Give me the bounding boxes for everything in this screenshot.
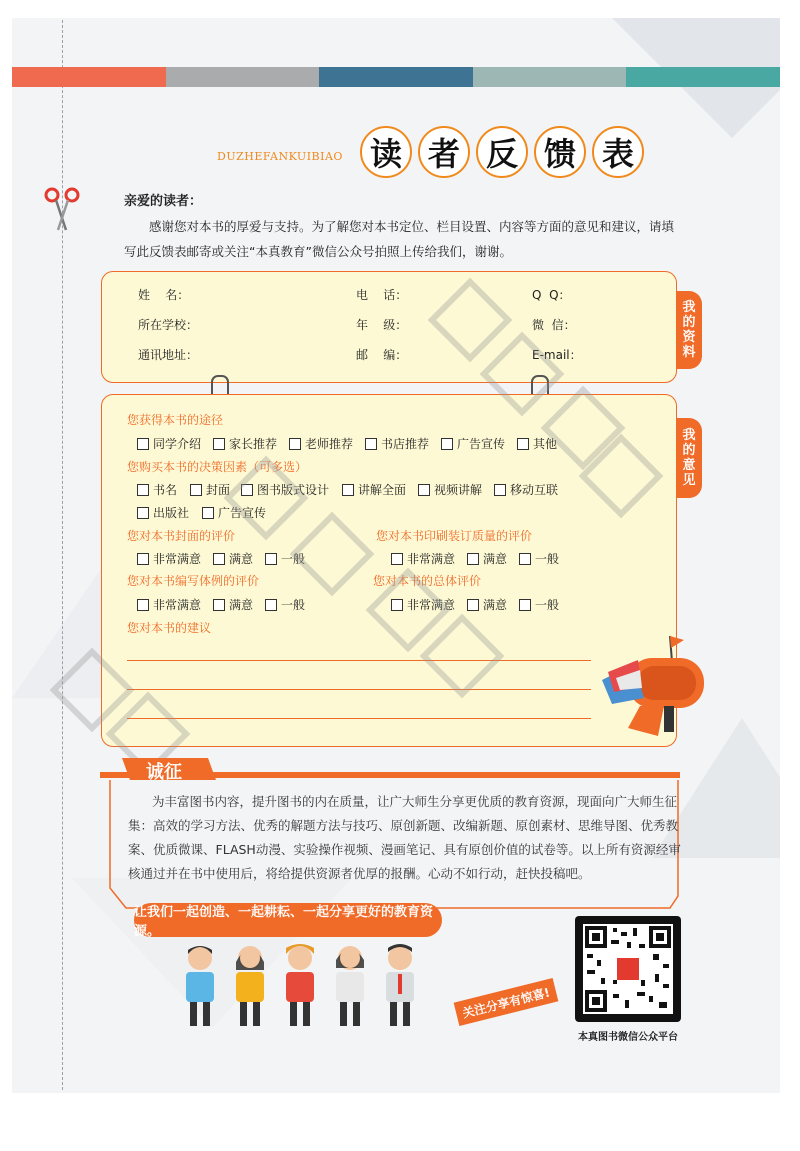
school-field[interactable]: 所在学校： — [138, 318, 199, 332]
option-checkbox[interactable] — [190, 481, 230, 498]
slogan-banner: 让我们一起创造、一起耕耘、一起分享更好的教育资源。 — [134, 903, 442, 937]
color-segment — [319, 67, 473, 87]
greeting: 亲爱的读者： — [124, 194, 203, 209]
checkbox[interactable] — [467, 599, 479, 611]
suggestion-line[interactable] — [127, 718, 591, 719]
tab-char: 资 — [682, 330, 696, 345]
option-label: 广告宣传 — [218, 506, 267, 520]
option-label: 广告宣传 — [457, 437, 506, 451]
checkbox[interactable] — [137, 438, 149, 450]
suggestion-line[interactable] — [127, 660, 591, 661]
info-tab — [676, 291, 702, 369]
checkbox[interactable] — [137, 553, 149, 565]
phone-field[interactable]: 电 话： — [356, 288, 408, 302]
tab-char: 意 — [682, 458, 696, 473]
option-checkbox[interactable] — [342, 481, 406, 498]
tab-char: 见 — [682, 473, 696, 488]
checkbox[interactable] — [190, 484, 202, 496]
person-icon — [386, 944, 414, 1026]
option-checkbox[interactable] — [137, 481, 177, 498]
qr-caption: 本真图书微信公众平台 — [578, 1032, 678, 1043]
color-segment — [473, 67, 627, 87]
checkbox[interactable] — [441, 438, 453, 450]
option-label: 老师推荐 — [305, 437, 354, 451]
tab-char: 的 — [682, 315, 696, 330]
cut-line — [62, 20, 63, 1090]
option-label: 书名 — [153, 483, 178, 497]
option-label: 同学介绍 — [153, 437, 202, 451]
option-label: 满意 — [229, 552, 254, 566]
title-char: 者 — [418, 126, 470, 178]
people-illustration — [178, 940, 428, 1030]
option-checkbox[interactable] — [494, 481, 558, 498]
checkbox[interactable] — [494, 484, 506, 496]
option-label: 一般 — [535, 598, 560, 612]
checkbox[interactable] — [418, 484, 430, 496]
option-checkbox[interactable] — [213, 596, 253, 613]
follow-badge: 关注分享有惊喜! — [454, 978, 559, 1026]
recruit-text: 为丰富图书内容，提升图书的内在质量，让广大师生分享更优质的教育资源，现面向广大师生征集：高效的学习方法、优秀的解题方法与技巧、原创新题、改编新题、原创素材、思维导图、优秀教案、优质微课、FLASH动漫、实验操作视频、漫画笔记、具有原创价值的试卷等。以上所有资源经审核通过并在书中使用后，将给提供资源者优厚的报酬。心动不如行动，赶快投稿吧。 — [128, 794, 681, 881]
option-label: 一般 — [281, 552, 306, 566]
option-label: 书店推荐 — [381, 437, 430, 451]
checkbox[interactable] — [467, 553, 479, 565]
checkbox[interactable] — [202, 507, 214, 519]
mailbox-icon — [598, 628, 708, 748]
title-char: 表 — [592, 126, 644, 178]
tab-char: 的 — [682, 443, 696, 458]
checkbox[interactable] — [265, 553, 277, 565]
option-label: 满意 — [483, 598, 508, 612]
question-label: 您购买本书的决策因素（可多选） — [127, 460, 308, 474]
option-label: 满意 — [229, 598, 254, 612]
option-checkbox[interactable] — [213, 435, 277, 452]
option-checkbox[interactable] — [519, 596, 559, 613]
checkbox[interactable] — [265, 599, 277, 611]
checkbox[interactable] — [365, 438, 377, 450]
option-label: 出版社 — [153, 506, 190, 520]
color-segment — [166, 67, 320, 87]
option-checkbox[interactable] — [519, 550, 559, 567]
option-checkbox[interactable] — [137, 596, 201, 613]
title-char: 反 — [476, 126, 528, 178]
page-title — [360, 126, 644, 178]
checkbox[interactable] — [137, 507, 149, 519]
tab-char: 料 — [682, 345, 696, 360]
intro-text: 感谢您对本书的厚爱与支持。为了解您对本书定位、栏目设置、内容等方面的意见和建议，请填写此反馈表邮寄或关注“本真教育”微信公众号拍照上传给我们，谢谢。 — [124, 219, 675, 259]
option-label: 满意 — [483, 552, 508, 566]
title-char: 馈 — [534, 126, 586, 178]
checkbox[interactable] — [137, 599, 149, 611]
title-char: 读 — [360, 126, 412, 178]
person-icon — [236, 946, 264, 1026]
tab-char: 我 — [682, 428, 696, 443]
option-label: 非常满意 — [407, 598, 456, 612]
option-label: 图书版式设计 — [257, 483, 330, 497]
option-label: 家长推荐 — [229, 437, 278, 451]
option-checkbox[interactable] — [418, 481, 482, 498]
question-label: 您对本书编写体例的评价 — [127, 574, 260, 588]
option-checkbox[interactable] — [441, 435, 505, 452]
email-field[interactable]: E-mail： — [532, 348, 582, 362]
person-icon — [186, 946, 214, 1026]
title-pinyin: DUZHEFANKUIBIAO — [217, 150, 343, 163]
checkbox[interactable] — [137, 484, 149, 496]
option-checkbox[interactable] — [391, 550, 455, 567]
checkbox[interactable] — [213, 438, 225, 450]
grade-field[interactable]: 年 级： — [356, 318, 408, 332]
tab-char: 我 — [682, 300, 696, 315]
question-label: 您对本书印刷装订质量的评价 — [376, 529, 533, 543]
checkbox[interactable] — [213, 599, 225, 611]
postcode-field[interactable]: 邮 编： — [356, 348, 408, 362]
color-segment — [12, 67, 166, 87]
option-label: 非常满意 — [407, 552, 456, 566]
address-field[interactable]: 通讯地址： — [138, 348, 199, 362]
checkbox[interactable] — [213, 553, 225, 565]
scissors-icon — [44, 186, 80, 234]
question-label: 您对本书的总体评价 — [373, 574, 482, 588]
checkbox[interactable] — [519, 599, 531, 611]
question-label: 您获得本书的途径 — [127, 413, 224, 427]
option-label: 一般 — [281, 598, 306, 612]
qq-field[interactable]: Q Q： — [532, 288, 571, 302]
checkbox[interactable] — [289, 438, 301, 450]
option-label: 其他 — [533, 437, 558, 451]
option-label: 讲解全面 — [358, 483, 407, 497]
option-label: 非常满意 — [153, 598, 202, 612]
qr-code-icon[interactable] — [583, 924, 673, 1014]
suggestion-line[interactable] — [127, 689, 591, 690]
option-checkbox[interactable] — [289, 435, 353, 452]
recruit-title: 诚征 — [146, 762, 182, 783]
wechat-field[interactable]: 微 信： — [532, 318, 576, 332]
option-label: 一般 — [535, 552, 560, 566]
option-label: 移动互联 — [510, 483, 559, 497]
option-checkbox[interactable] — [137, 435, 201, 452]
option-checkbox[interactable] — [467, 550, 507, 567]
color-segment — [626, 67, 780, 87]
option-label: 非常满意 — [153, 552, 202, 566]
color-bar — [12, 67, 780, 87]
opinion-tab — [676, 418, 702, 498]
option-label: 视频讲解 — [434, 483, 483, 497]
question-label: 您对本书封面的评价 — [127, 529, 236, 543]
checkbox[interactable] — [342, 484, 354, 496]
checkbox[interactable] — [517, 438, 529, 450]
checkbox[interactable] — [519, 553, 531, 565]
option-checkbox[interactable] — [137, 504, 189, 521]
option-checkbox[interactable] — [137, 550, 201, 567]
option-checkbox[interactable] — [265, 596, 305, 613]
checkbox[interactable] — [391, 553, 403, 565]
question-label: 您对本书的建议 — [127, 621, 212, 635]
option-checkbox[interactable] — [213, 550, 253, 567]
name-field[interactable]: 姓 名： — [138, 288, 190, 302]
person-icon — [336, 946, 364, 1026]
option-checkbox[interactable] — [365, 435, 429, 452]
person-icon — [286, 944, 314, 1026]
option-label: 封面 — [206, 483, 231, 497]
option-checkbox[interactable] — [467, 596, 507, 613]
